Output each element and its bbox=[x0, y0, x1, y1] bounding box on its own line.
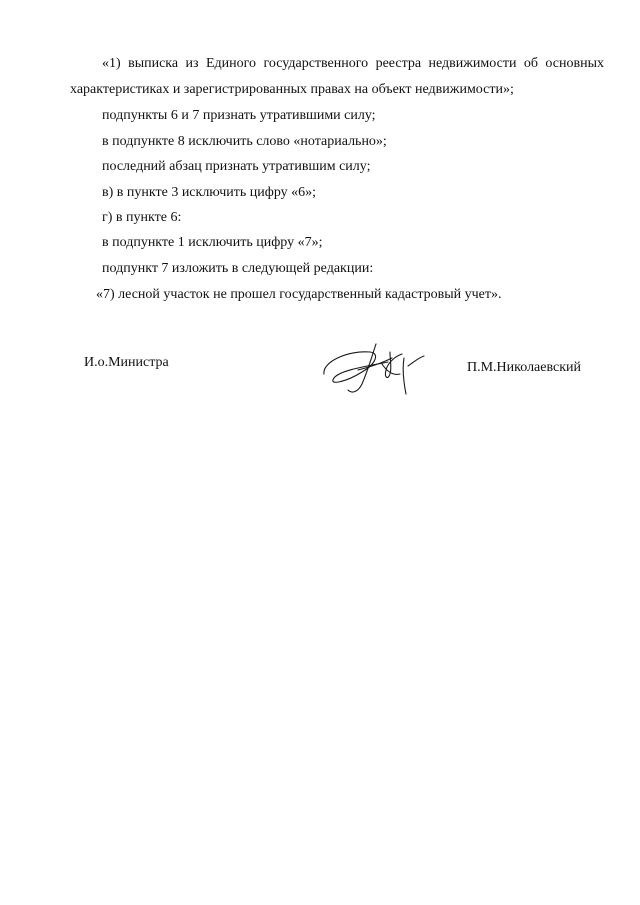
paragraph-5: в) в пункте 3 исключить цифру «6»; bbox=[102, 185, 317, 200]
paragraph-2: подпункты 6 и 7 признать утратившими силу; bbox=[102, 108, 376, 123]
paragraph-1-line-2: характеристиках и зарегистрированных правах на объект недвижимости»; bbox=[70, 82, 514, 97]
paragraph-1-line-1: «1) выписка из Единого государственного реестра недвижимости об основных bbox=[102, 56, 604, 71]
paragraph-9: «7) лесной участок не прошел государственный кадастровый учет». bbox=[96, 287, 502, 302]
paragraph-6: г) в пункте 6: bbox=[102, 210, 182, 225]
paragraph-4: последний абзац признать утратившим силу; bbox=[102, 159, 371, 174]
paragraph-7: в подпункте 1 исключить цифру «7»; bbox=[102, 235, 323, 250]
paragraph-8: подпункт 7 изложить в следующей редакции: bbox=[102, 261, 374, 276]
signatory-title: И.о.Министра bbox=[84, 355, 169, 370]
handwritten-signature bbox=[318, 340, 438, 396]
signatory-name: П.М.Николаевский bbox=[467, 360, 582, 375]
paragraph-3: в подпункте 8 исключить слово «нотариально»; bbox=[102, 134, 387, 149]
